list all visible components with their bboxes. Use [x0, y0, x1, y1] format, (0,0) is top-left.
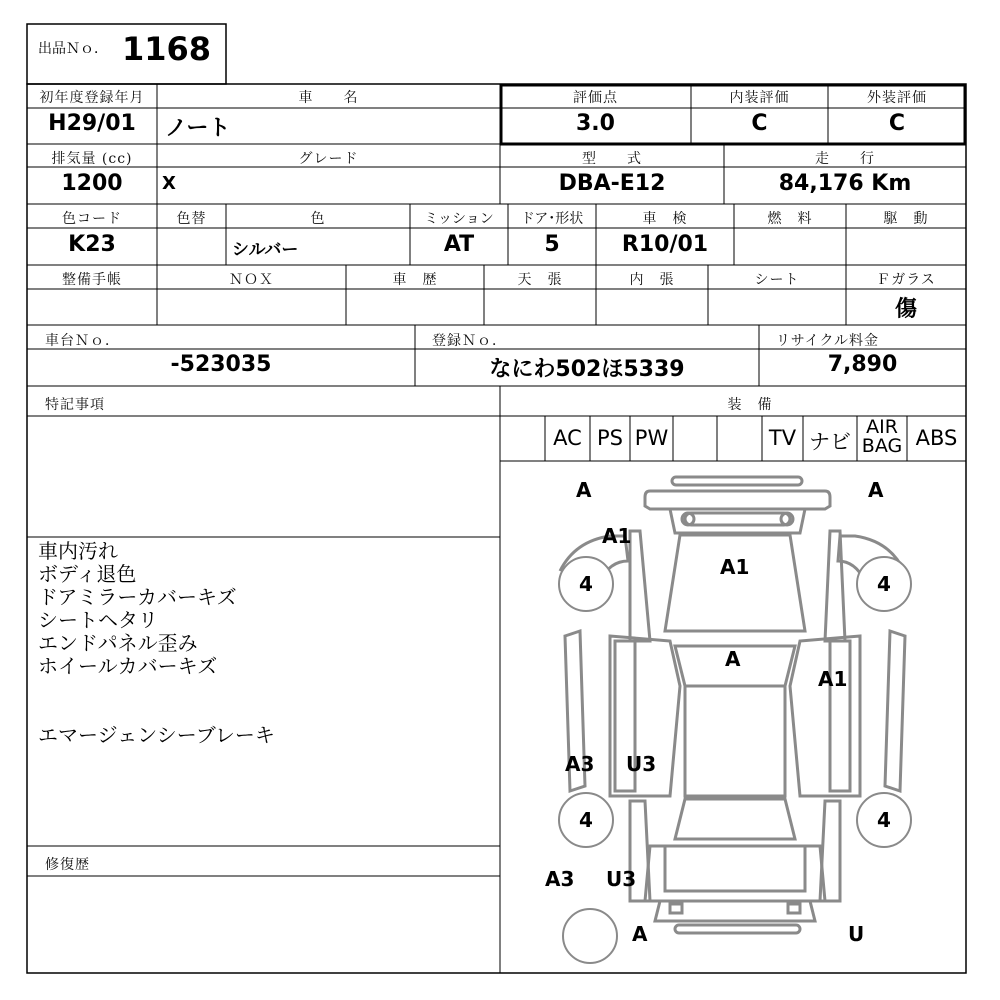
mark-rear-right: U — [848, 922, 865, 946]
exterior-rating: C — [888, 111, 906, 136]
score: 3.0 — [576, 111, 615, 136]
header-score: 評価点 — [573, 90, 618, 106]
mileage: 84,176 Km — [778, 171, 912, 196]
mark-front-bumper: A1 — [602, 524, 632, 548]
note-line: エマージェンシーブレーキ — [38, 723, 275, 747]
mark-rear-bottom: A — [632, 922, 648, 946]
header-seat: シート — [754, 272, 800, 288]
mark-hood: A1 — [720, 555, 750, 579]
equipment-airbag: AIR BAG — [861, 416, 903, 457]
tire-front-left-rating: 4 — [579, 572, 593, 596]
note-line: エンドパネル歪み — [38, 631, 198, 655]
door: 5 — [544, 232, 560, 257]
equipment-navi: ナビ — [809, 430, 851, 454]
header-mission: ミッション — [424, 211, 494, 227]
tire-rear-left-rating: 4 — [579, 808, 593, 832]
header-nox: ＮＯＸ — [229, 272, 274, 288]
tire-front-right-rating: 4 — [877, 572, 891, 596]
mark-rear-left-u: U3 — [606, 867, 637, 891]
header-mileage: 走 行 — [815, 151, 875, 167]
header-model: 型 式 — [582, 151, 642, 167]
header-front-glass: Ｆガラス — [876, 272, 936, 288]
header-car-name: 車 名 — [298, 90, 359, 106]
color-code: K23 — [68, 232, 116, 257]
header-roof-lining: 天 張 — [517, 272, 563, 288]
first-registration: H29/01 — [48, 111, 136, 136]
mark-windshield: A — [725, 647, 741, 671]
header-chassis-number: 車台Ｎｏ． — [45, 333, 120, 349]
registration-number: なにわ502ほ5339 — [489, 357, 685, 382]
equipment-ac: AC — [553, 426, 582, 450]
notes-list — [38, 540, 493, 747]
header-displacement: 排気量 (cc) — [51, 151, 133, 167]
note-line — [38, 701, 493, 724]
note-line: ドアミラーカバーキズ — [38, 585, 237, 609]
header-color-code: 色コード — [62, 211, 122, 227]
header-repair-history: 修復歴 — [45, 857, 90, 873]
mark-left-rear-door: A3 — [565, 752, 595, 776]
front-glass: 傷 — [894, 297, 917, 322]
header-equipment: 装 備 — [727, 397, 773, 413]
equipment-pw: PW — [634, 426, 669, 450]
header-history: 車 歴 — [392, 272, 438, 288]
equipment-ps: PS — [597, 426, 623, 450]
header-interior: 内装評価 — [729, 90, 790, 106]
header-recycle-fee: リサイクル料金 — [776, 333, 880, 349]
tire-rear-right-rating: 4 — [877, 808, 891, 832]
inspection: R10/01 — [621, 232, 709, 257]
interior-rating: C — [751, 111, 768, 136]
equipment-abs: ABS — [915, 426, 958, 450]
note-line: ボディ退色 — [38, 562, 137, 586]
header-door: ドア･形状 — [520, 211, 584, 227]
header-repaint: 色替 — [176, 211, 207, 227]
chassis-number: -523035 — [170, 352, 272, 377]
header-first-registration: 初年度登録年月 — [39, 90, 145, 106]
header-maintenance-record: 整備手帳 — [62, 272, 122, 288]
note-line: シートヘタリ — [38, 608, 158, 632]
header-inspection: 車 検 — [642, 211, 688, 227]
displacement: 1200 — [61, 171, 123, 196]
mark-front-right: A — [868, 478, 884, 502]
header-color: 色 — [310, 211, 326, 227]
model: DBA-E12 — [558, 171, 666, 196]
header-notes: 特記事項 — [45, 397, 105, 413]
lot-number: 1168 — [122, 30, 212, 68]
header-exterior: 外装評価 — [867, 90, 927, 106]
mission: AT — [443, 232, 475, 257]
equipment-tv: TV — [768, 426, 797, 450]
mark-rear-left: A3 — [545, 867, 575, 891]
header-registration-number: 登録Ｎｏ． — [432, 333, 507, 349]
header-drive: 駆 動 — [883, 211, 929, 227]
note-line: 車内汚れ — [38, 539, 118, 563]
grade: X — [162, 173, 176, 194]
mark-left-rear-door-u: U3 — [626, 752, 657, 776]
note-line — [38, 678, 493, 701]
spare-tire — [563, 909, 617, 963]
lot-number-label: 出品Ｎｏ． — [38, 41, 108, 57]
header-grade: グレード — [298, 151, 359, 167]
header-inner-lining: 内 張 — [629, 272, 675, 288]
mark-front-left: A — [576, 478, 592, 502]
header-fuel: 燃 料 — [767, 211, 813, 227]
car-diagram — [500, 461, 966, 973]
note-line: ホイールカバーキズ — [38, 654, 218, 678]
mark-right-door: A1 — [818, 667, 848, 691]
car-name: ノート — [165, 116, 231, 141]
color: シルバー — [232, 240, 299, 260]
recycle-fee: 7,890 — [827, 352, 898, 377]
